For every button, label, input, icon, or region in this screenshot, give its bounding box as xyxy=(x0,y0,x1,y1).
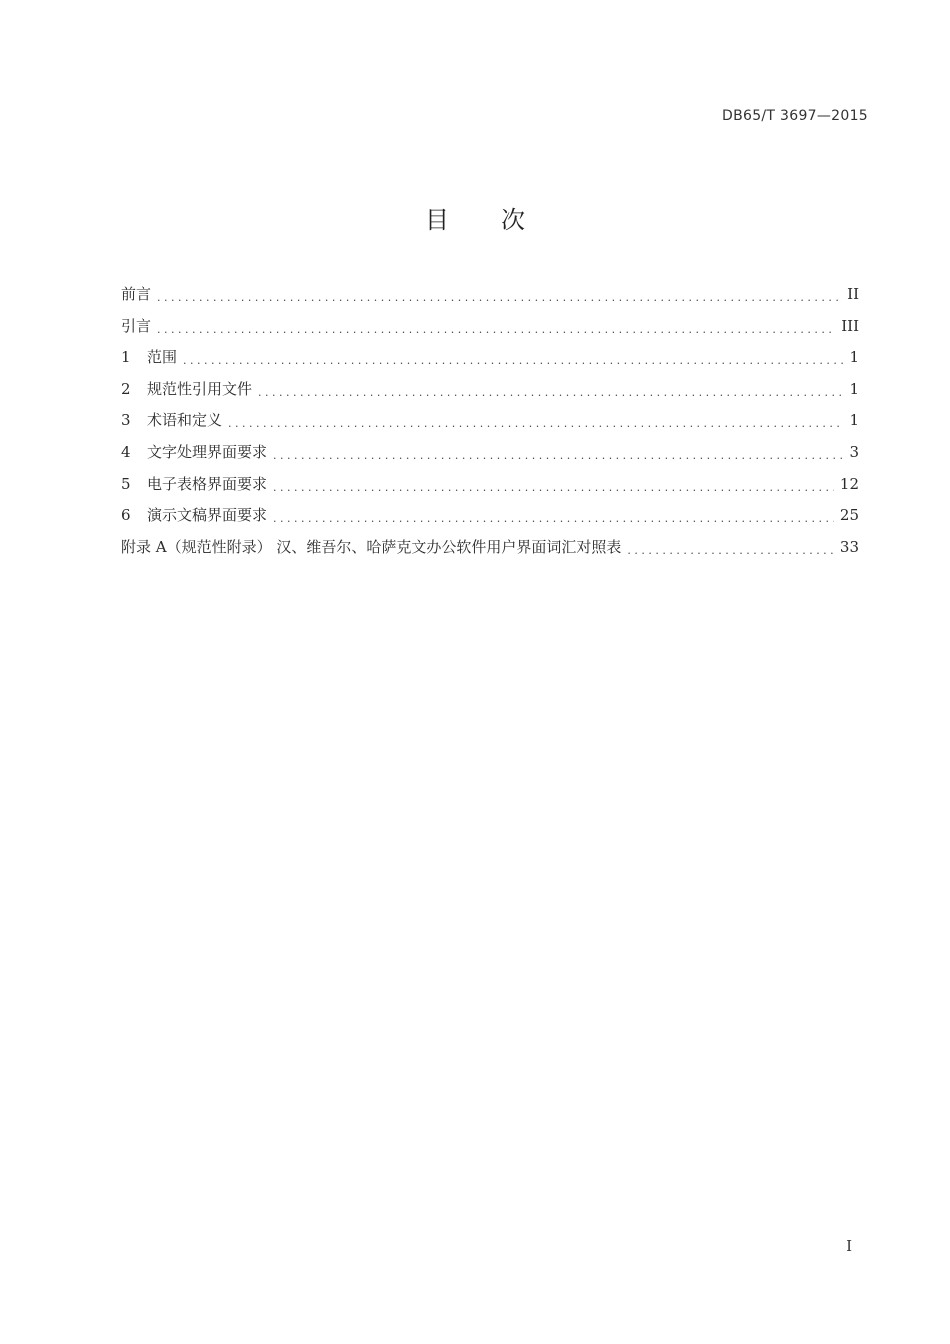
toc-leader-dots xyxy=(157,287,841,303)
toc-entry-page: 25 xyxy=(839,506,859,525)
toc-entry-text: 演示文稿界面要求 xyxy=(147,506,268,525)
toc-entry-label: 附录 A（规范性附录） 汉、维吾尔、哈萨克文办公软件用户界面词汇对照表 xyxy=(121,537,622,556)
toc-leader-dots xyxy=(183,350,843,366)
toc-leader-dots xyxy=(273,508,834,524)
toc-leader-dots xyxy=(258,382,843,398)
toc-entry-page: II xyxy=(847,285,859,303)
toc-entry-label: 前言 xyxy=(121,285,152,303)
toc-entry-page: 1 xyxy=(849,348,859,367)
toc-entry-page: 33 xyxy=(839,537,859,556)
toc-leader-dots xyxy=(228,413,843,429)
toc-entry-5[interactable] xyxy=(121,473,859,505)
toc-leader-dots xyxy=(627,540,834,556)
toc-entry-number: 4 xyxy=(121,442,131,461)
toc-entry-page: 1 xyxy=(849,411,859,430)
toc-leader-dots xyxy=(273,477,834,493)
toc-entry-page: 12 xyxy=(839,474,859,493)
toc-entry-text: 术语和定义 xyxy=(147,411,223,430)
page-number: I xyxy=(846,1237,852,1255)
toc-entry-label xyxy=(121,409,228,430)
toc-leader-dots xyxy=(157,319,835,335)
toc-entry-page: 3 xyxy=(849,442,859,461)
toc-entry-foreword[interactable] xyxy=(121,283,859,315)
toc-entry-introduction[interactable] xyxy=(121,315,859,347)
toc-entry-text: 文字处理界面要求 xyxy=(147,442,268,461)
toc-entry-appendix-a[interactable] xyxy=(121,536,859,568)
toc-entry-label xyxy=(121,441,273,462)
toc-entry-number: 6 xyxy=(121,506,131,525)
toc-entry-number: 1 xyxy=(121,348,131,367)
toc-entry-label xyxy=(121,473,273,494)
toc-entry-page: 1 xyxy=(849,379,859,398)
toc-entry-page: III xyxy=(841,316,859,335)
toc-entry-number: 5 xyxy=(121,474,131,493)
table-of-contents xyxy=(121,283,859,567)
toc-entry-number: 3 xyxy=(121,411,131,430)
toc-entry-label xyxy=(121,346,183,367)
toc-entry-text: 规范性引用文件 xyxy=(147,379,253,398)
toc-entry-4[interactable] xyxy=(121,441,859,473)
toc-entry-1[interactable] xyxy=(121,346,859,378)
toc-entry-text: 范围 xyxy=(147,348,178,367)
toc-entry-6[interactable] xyxy=(121,504,859,536)
document-code: DB65/T 3697—2015 xyxy=(722,108,868,124)
toc-entry-label xyxy=(121,378,258,399)
toc-entry-text: 电子表格界面要求 xyxy=(147,474,268,493)
toc-leader-dots xyxy=(273,445,843,461)
toc-entry-label: 引言 xyxy=(121,316,152,335)
toc-entry-3[interactable] xyxy=(121,409,859,441)
toc-entry-label xyxy=(121,504,273,525)
toc-entry-2[interactable] xyxy=(121,378,859,410)
toc-entry-number: 2 xyxy=(121,379,131,398)
page-title: 目次 xyxy=(425,206,577,234)
